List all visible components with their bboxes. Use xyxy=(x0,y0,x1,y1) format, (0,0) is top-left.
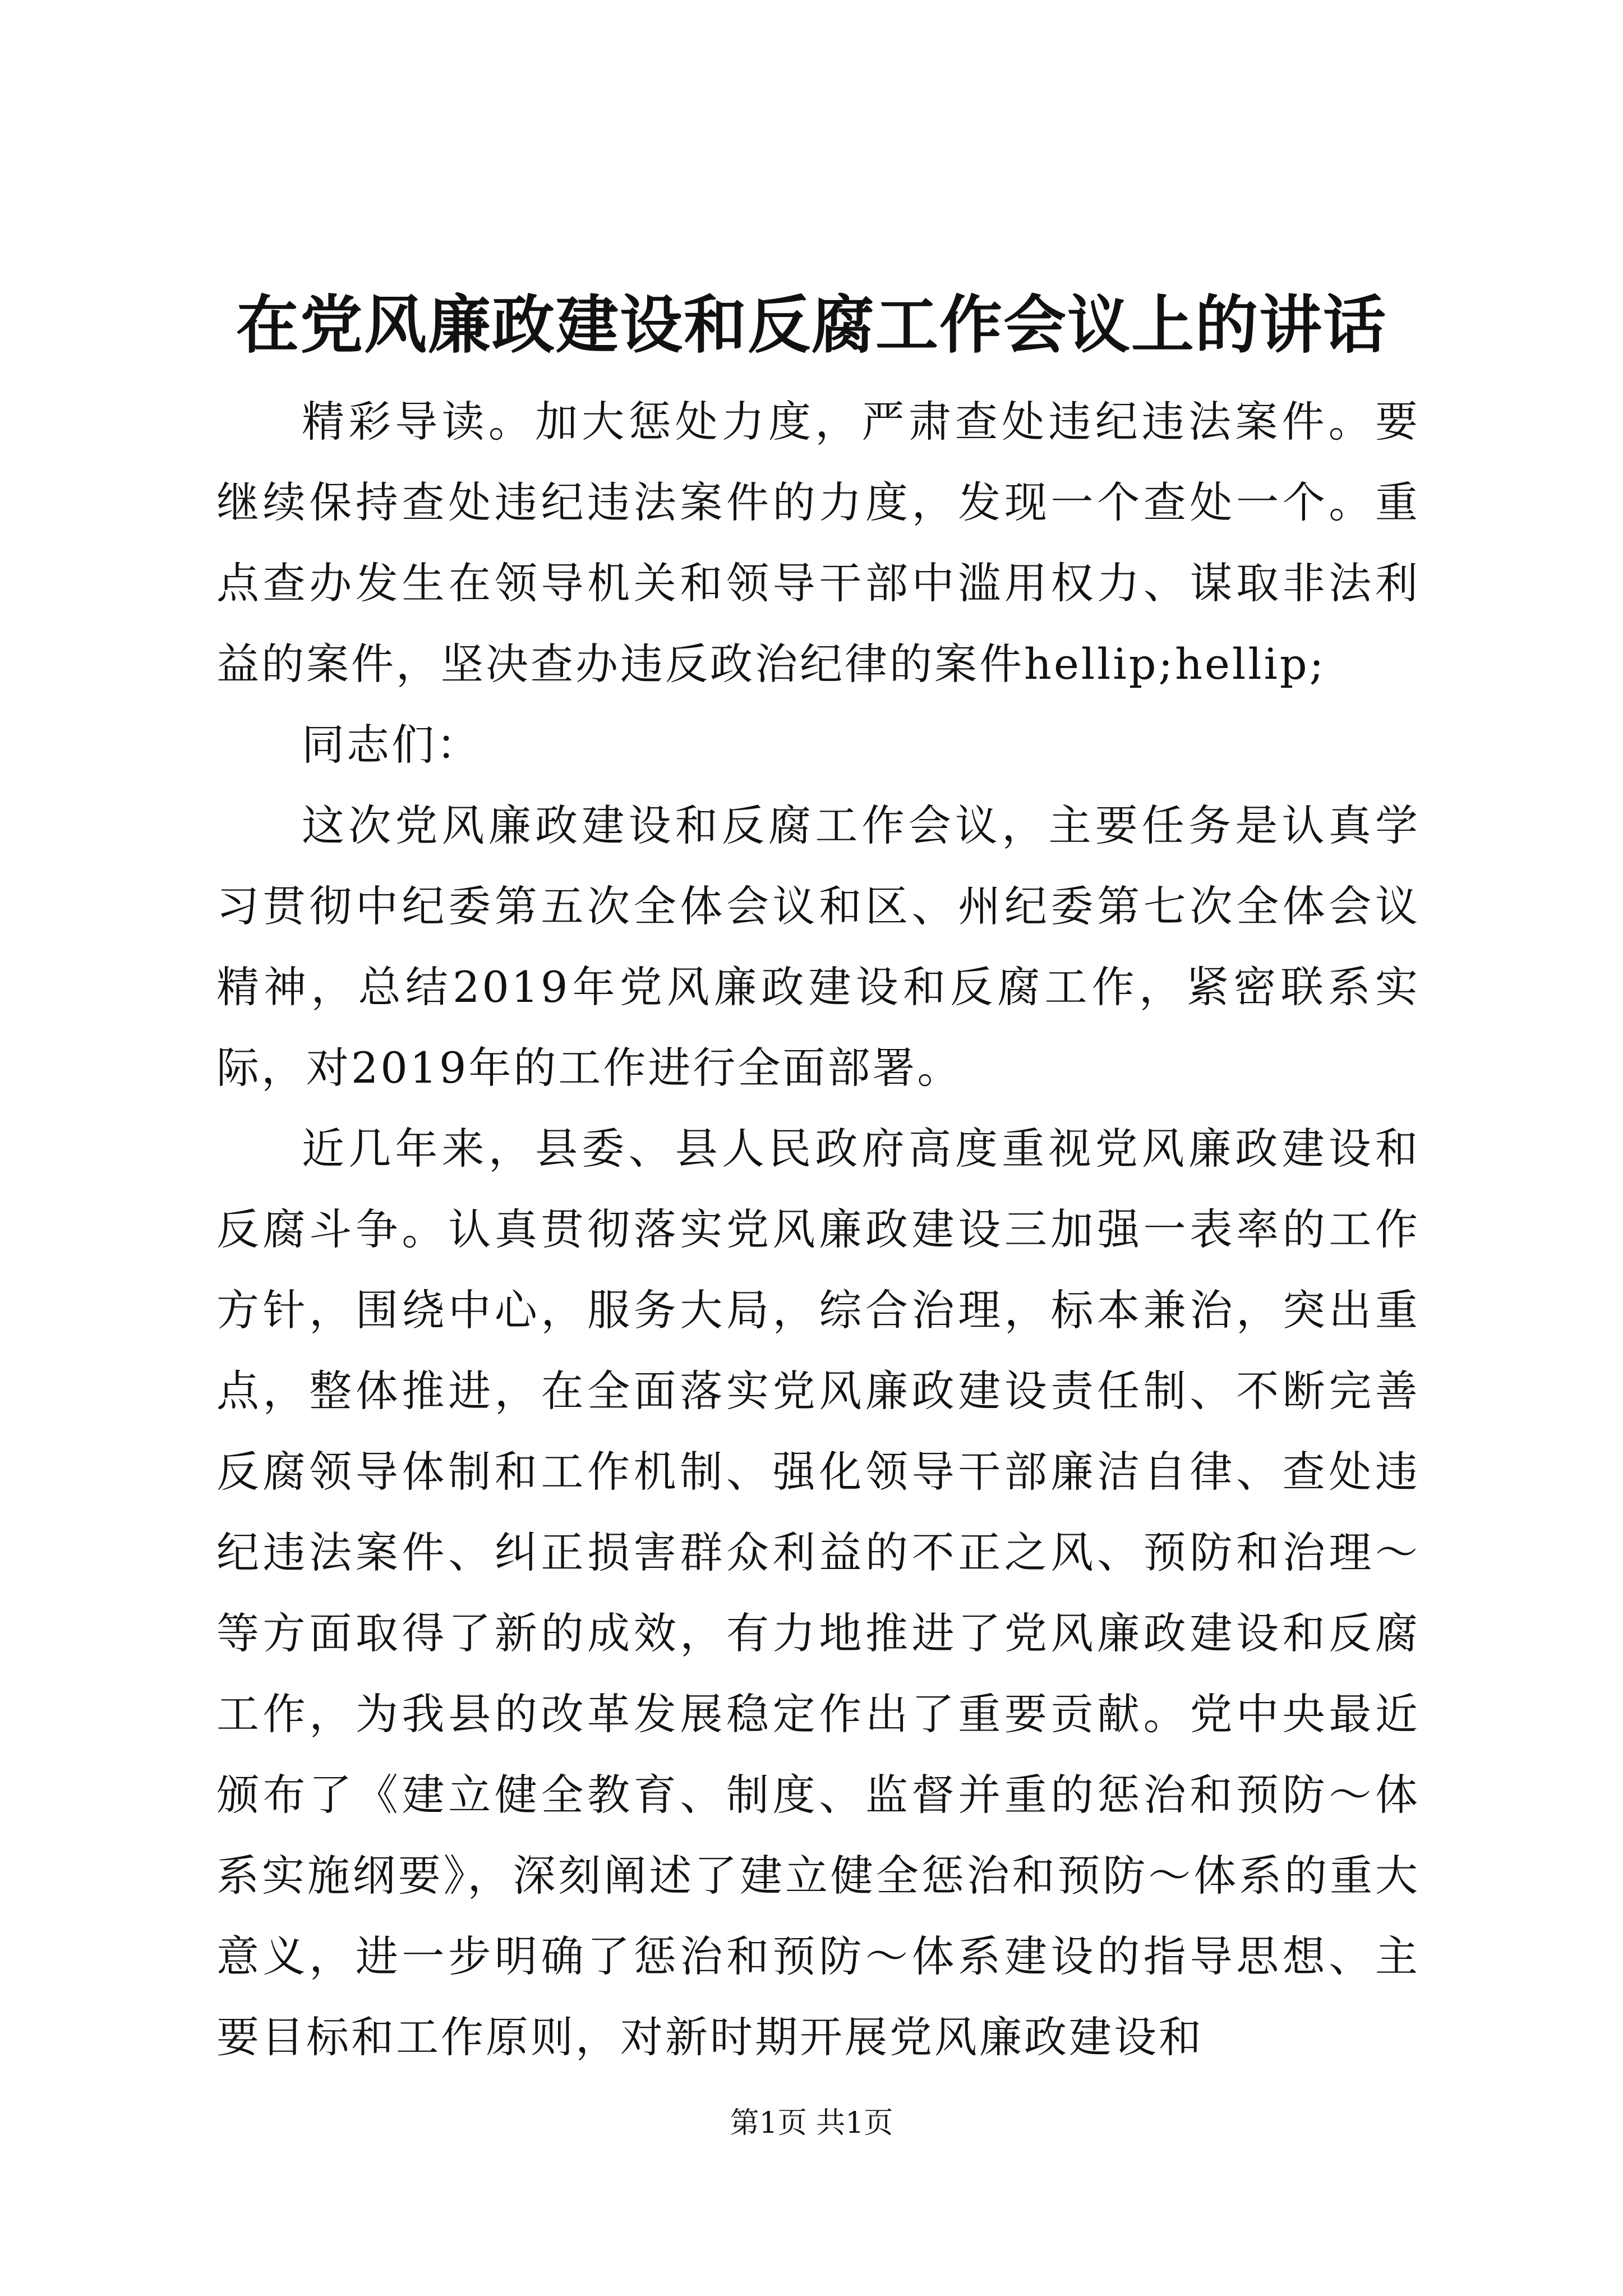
document-body xyxy=(216,381,1420,2078)
paragraph-achievements: 近几年来，县委、县人民政府高度重视党风廉政建设和反腐斗争。认真贯彻落实党风廉政建设三加强一表率的工作方针，围绕中心，服务大局，综合治理，标本兼治，突出重点，整体推进，在全面落实党风廉政建设责任制、不断完善反腐领导体制和工作机制、强化领导干部廉洁自律、查处违纪违法案件、纠正损害群众利益的不正之风、预防和治理～等方面取得了新的成效，有力地推进了党风廉政建设和反腐工作，为我县的改革发展稳定作出了重要贡献。党中央最近颁布了《建立健全教育、制度、监督并重的惩治和预防～体系实施纲要》，深刻阐述了建立健全惩治和预防～体系的重大意义，进一步明确了惩治和预防～体系建设的指导思想、主要目标和工作原则，对新时期开展党风廉政建设和 xyxy=(216,1124,1420,2062)
paragraph-salutation: 同志们： xyxy=(302,720,481,770)
document-title: 在党风廉政建设和反腐工作会议上的讲话 xyxy=(236,288,1387,362)
page-number-footer: 第1页 共1页 xyxy=(730,2106,893,2140)
paragraph-meeting-purpose: 这次党风廉政建设和反腐工作会议，主要任务是认真学习贯彻中纪委第五次全体会议和区、州纪委第七次全体会议精神，总结2019年党风廉政建设和反腐工作，紧密联系实际，对2019年的工作进行全面部署。 xyxy=(216,800,1420,1093)
paragraph-intro: 精彩导读。加大惩处力度，严肃查处违纪违法案件。要继续保持查处违纪违法案件的力度，发现一个查处一个。重点查办发生在领导机关和领导干部中滥用权力、谋取非法利益的案件，坚决查办违反政治纪律的案件hellip;hellip; xyxy=(216,397,1420,689)
